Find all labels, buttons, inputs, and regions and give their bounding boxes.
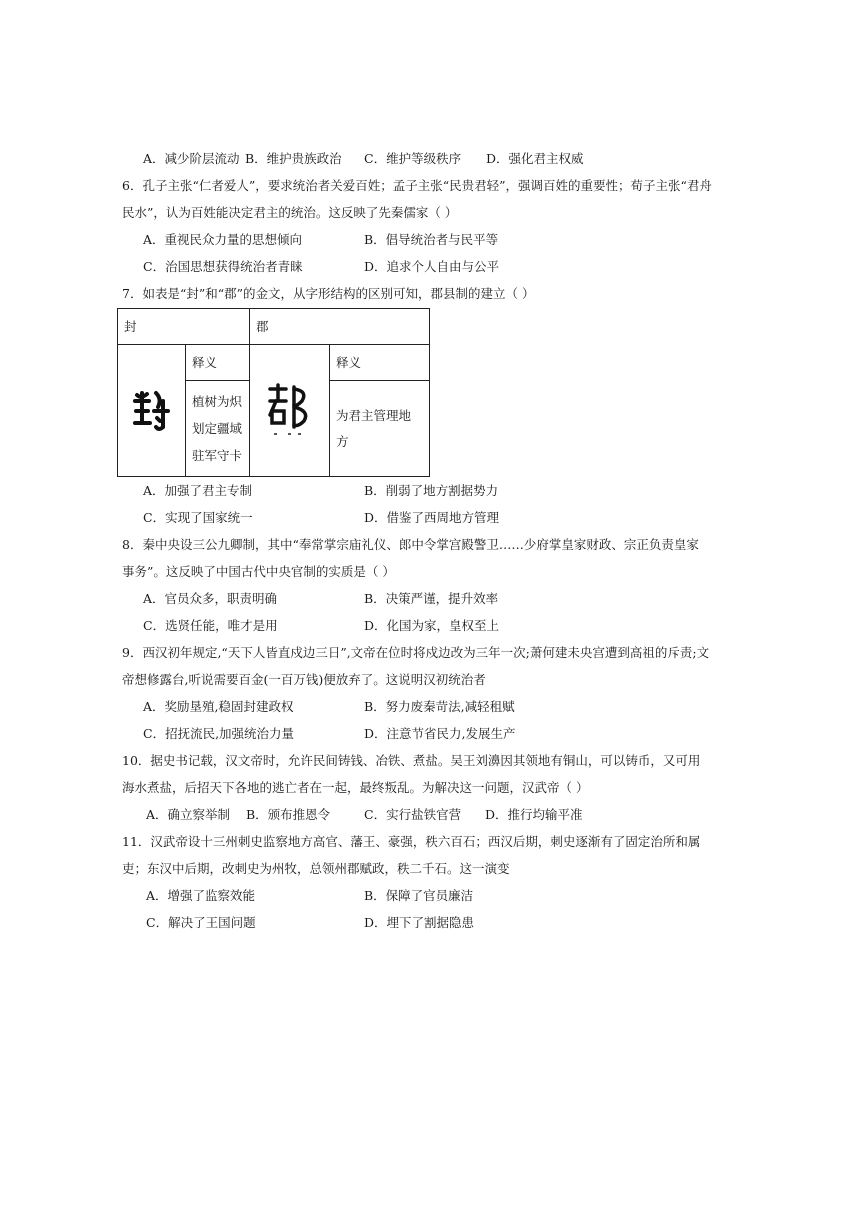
q6-option-c: C．治国思想获得统治者青睐 (143, 259, 303, 274)
q7-option-d: D．借鉴了西周地方管理 (364, 510, 500, 525)
feng-meaning-line: 植树为炽 (192, 394, 243, 409)
q6-option-d: D．追求个人自由与公平 (364, 259, 500, 274)
feng-shiyi-label: 释义 (186, 345, 250, 381)
bronze-script-table (117, 308, 430, 477)
q11-option-b: B．保障了官员廉洁 (364, 888, 474, 903)
feng-bronze-glyph (132, 389, 172, 433)
q9-stem-line1: 9．西汉初年规定,“天下人皆直戍边三日”,文帝在位时将戍边改为三年一次;萧何建未央宫遭到高祖的斥责;文 (122, 645, 710, 660)
q10-option-d: D．推行均输平准 (485, 807, 583, 822)
q10-stem-line2: 海水煮盐，后招天下各地的逃亡者在一起，最终叛乱。为解决这一问题，汉武帝（ ） (122, 780, 589, 795)
q6-stem-line1: 6．孔子主张“仁者爱人”，要求统治者关爱百姓；孟子主张“民贵君轻”，强调百姓的重要性；荀子主张“君舟 (122, 178, 712, 193)
q5-option-b: B．维护贵族政治 (245, 151, 342, 166)
q10-option-b: B．颁布推恩令 (246, 807, 331, 822)
feng-meaning (186, 381, 250, 477)
q7-option-c: C．实现了国家统一 (143, 510, 253, 525)
q9-option-c: C．招抚流民,加强统治力量 (143, 726, 295, 741)
q10-stem-line1: 10．据史书记载，汉文帝时，允许民间铸钱、冶铁、煮盐。吴王刘濞因其领地有铜山，可以铸币，又可用 (122, 753, 701, 768)
q10-option-c: C．实行盐铁官营 (364, 807, 462, 822)
q7-option-a: A．加强了君主专制 (143, 483, 253, 498)
jun-meaning: 为君主管理地方 (330, 381, 430, 477)
q9-option-a: A．奖励垦殖,稳固封建政权 (143, 699, 294, 714)
q8-option-c: C．选贤任能，唯才是用 (143, 618, 278, 633)
jun-shiyi-label: 释义 (330, 345, 430, 381)
jun-bronze-glyph (266, 381, 314, 441)
q5-option-c: C．维护等级秩序 (364, 151, 462, 166)
q9-option-b: B．努力废秦苛法,减轻租赋 (364, 699, 515, 714)
q8-option-a: A．官员众多，职责明确 (143, 591, 278, 606)
q9-stem-line2: 帝想修露台,听说需要百金(一百万钱)便放弃了。这说明汉初统治者 (122, 672, 486, 687)
q11-option-a: A．增强了监察效能 (146, 888, 256, 903)
q6-option-b: B．倡导统治者与民平等 (364, 232, 499, 247)
q9-option-d: D．注意节省民力,发展生产 (364, 726, 516, 741)
q11-stem-line2: 吏；东汉中后期，改刺史为州牧，总领州郡赋政，秩二千石。这一演变 (122, 861, 510, 876)
q8-option-d: D．化国为家，皇权至上 (364, 618, 500, 633)
q11-option-c: C．解决了王国问题 (146, 915, 256, 930)
feng-glyph-cell (118, 345, 186, 477)
feng-meaning-line: 划定疆域 (192, 421, 243, 436)
q8-stem-line1: 8．秦中央设三公九卿制，其中“奉常掌宗庙礼仪、郎中令掌宫殿警卫……少府掌皇家财政、宗正负责皇家 (122, 537, 699, 552)
q7-stem: 7．如表是“封”和“郡”的金文，从字形结构的区别可知，郡县制的建立（ ） (122, 286, 535, 301)
q8-option-b: B．决策严谨，提升效率 (364, 591, 499, 606)
q5-option-a: A．减少阶层流动 (143, 151, 240, 166)
q11-option-d: D．埋下了割据隐患 (364, 915, 475, 930)
q11-stem-line1: 11．汉武帝设十三州刺史监察地方高官、藩王、豪强，秩六百石；西汉后期，刺史逐渐有了固定治所和属 (122, 834, 701, 849)
q6-stem-line2: 民水”，认为百姓能决定君主的统治。这反映了先秦儒家（ ） (122, 205, 458, 220)
q10-option-a: A．确立察举制 (146, 807, 231, 822)
table-header-feng: 封 (118, 309, 250, 345)
feng-meaning-line: 驻军守卡 (192, 448, 243, 463)
jun-glyph-cell (250, 345, 330, 477)
table-header-jun: 郡 (250, 309, 430, 345)
q6-option-a: A．重视民众力量的思想倾向 (143, 232, 303, 247)
q7-option-b: B．削弱了地方割据势力 (364, 483, 499, 498)
q5-option-d: D．强化君主权威 (486, 151, 584, 166)
q8-stem-line2: 事务”。这反映了中国古代中央官制的实质是（ ） (122, 564, 395, 579)
